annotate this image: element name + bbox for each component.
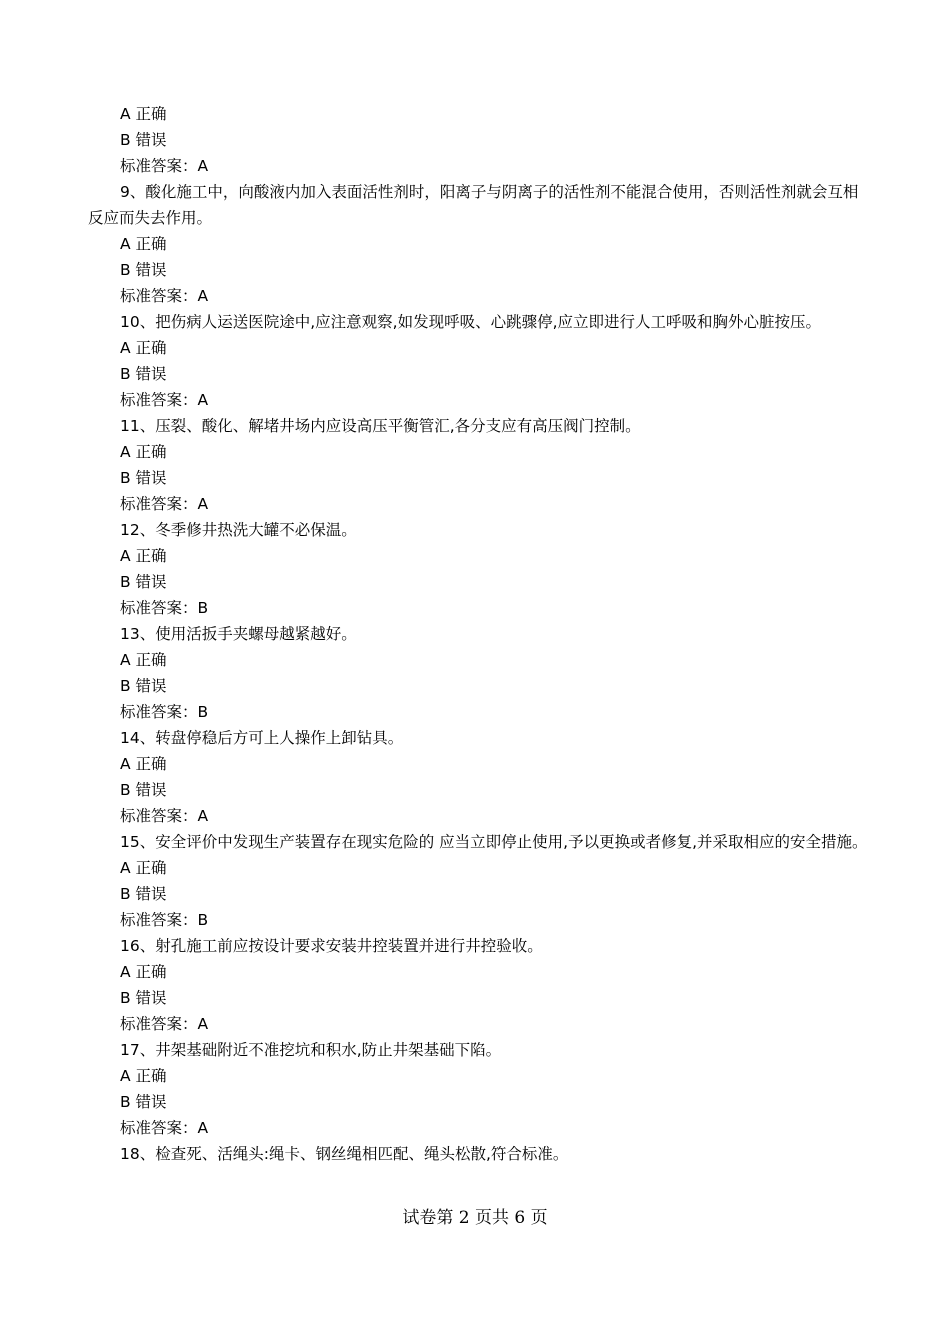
answer-option: B 错误 — [120, 677, 167, 695]
answer-option: B 错误 — [120, 131, 167, 149]
standard-answer: 标准答案：B — [120, 703, 209, 721]
standard-answer: 标准答案：A — [120, 807, 209, 825]
answer-option: B 错误 — [120, 989, 167, 1007]
answer-option: A 正确 — [120, 547, 167, 565]
answer-option: B 错误 — [120, 885, 167, 903]
answer-option: A 正确 — [120, 339, 167, 357]
answer-option: A 正确 — [120, 963, 167, 981]
standard-answer: 标准答案：A — [120, 495, 209, 513]
question-text: 10、把伤病人运送医院途中,应注意观察,如发现呼吸、心跳骤停,应立即进行人工呼吸和胸外心脏按压。 — [120, 313, 822, 331]
standard-answer: 标准答案：A — [120, 391, 209, 409]
standard-answer: 标准答案：A — [120, 157, 209, 175]
answer-option: B 错误 — [120, 573, 167, 591]
question-text: 9、酸化施工中，向酸液内加入表面活性剂时，阳离子与阴离子的活性剂不能混合使用，否则活性剂就会互相反应而失去作用。 — [88, 183, 859, 227]
answer-option: A 正确 — [120, 651, 167, 669]
answer-option: B 错误 — [120, 1093, 167, 1111]
answer-option: B 错误 — [120, 781, 167, 799]
question-text: 11、压裂、酸化、解堵井场内应设高压平衡管汇,各分支应有高压阀门控制。 — [120, 417, 641, 435]
standard-answer: 标准答案：A — [120, 287, 209, 305]
question-content — [88, 101, 872, 1167]
question-text: 15、安全评价中发现生产装置存在现实危险的 应当立即停止使用,予以更换或者修复,并采取相应的安全措施。 — [120, 833, 868, 851]
standard-answer: 标准答案：A — [120, 1119, 209, 1137]
answer-option: A 正确 — [120, 443, 167, 461]
question-text: 18、检查死、活绳头:绳卡、钢丝绳相匹配、绳头松散,符合标准。 — [120, 1145, 569, 1163]
answer-option: A 正确 — [120, 1067, 167, 1085]
answer-option: A 正确 — [120, 105, 167, 123]
answer-option: A 正确 — [120, 755, 167, 773]
answer-option: B 错误 — [120, 469, 167, 487]
answer-option: A 正确 — [120, 859, 167, 877]
question-text: 14、转盘停稳后方可上人操作上卸钻具。 — [120, 729, 404, 747]
question-text: 17、井架基础附近不准挖坑和积水,防止井架基础下陷。 — [120, 1041, 502, 1059]
question-text: 12、冬季修井热洗大罐不必保温。 — [120, 521, 357, 539]
question-text: 16、射孔施工前应按设计要求安装井控装置并进行井控验收。 — [120, 937, 543, 955]
standard-answer: 标准答案：A — [120, 1015, 209, 1033]
standard-answer: 标准答案：B — [120, 911, 209, 929]
answer-option: B 错误 — [120, 261, 167, 279]
question-text: 13、使用活扳手夹螺母越紧越好。 — [120, 625, 357, 643]
answer-option: B 错误 — [120, 365, 167, 383]
standard-answer: 标准答案：B — [120, 599, 209, 617]
answer-option: A 正确 — [120, 235, 167, 253]
page-footer: 试卷第 2 页共 6 页 — [402, 1208, 548, 1228]
